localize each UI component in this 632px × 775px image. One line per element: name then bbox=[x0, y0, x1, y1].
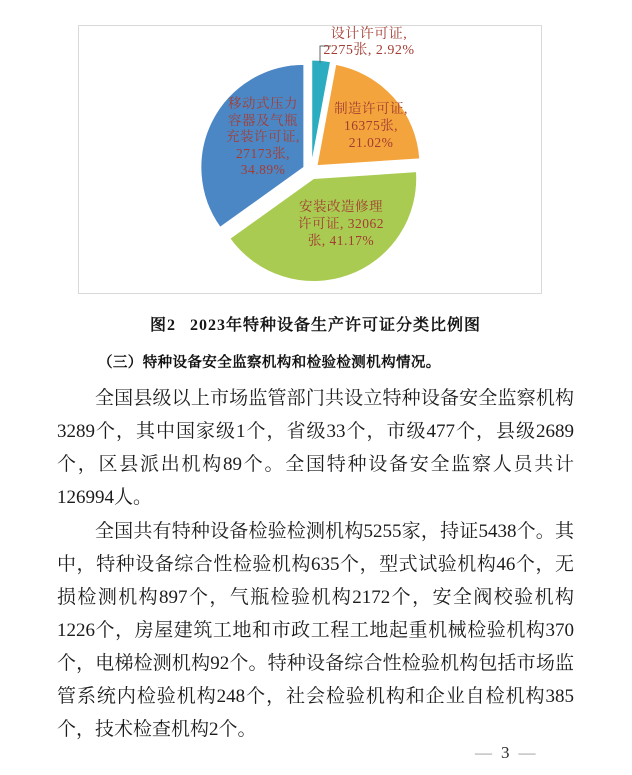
page-number-dash-left: — bbox=[475, 743, 492, 762]
pie-label-line: 制造许可证, bbox=[334, 101, 408, 116]
pie-label-line: 21.02% bbox=[348, 135, 394, 150]
pie-label-design-permit bbox=[279, 27, 459, 59]
pie-label-line: 34.89% bbox=[240, 162, 286, 177]
paragraph-inspection-bodies: 全国共有特种设备检验检测机构5255家，持证5438个。其中，特种设备综合性检验机构635个，型式试验机构46个，无损检测机构897个，气瓶检验机构2172个，安全阀校验机构1226个，房屋建筑工地和市政工程工地起重机械检验机构370个，电梯检测机构92个。特种设备综合性检验机构包括市场监管系统内检验机构248个，社会检验机构和企业自检机构385个，技术检查机构2个。 bbox=[57, 521, 574, 740]
pie-label-line: 容器及气瓶 bbox=[228, 112, 298, 128]
page-number-dash-right: — bbox=[518, 743, 536, 762]
pie-label-line: 张, 41.17% bbox=[307, 233, 375, 248]
page-number-value: 3 bbox=[501, 743, 510, 762]
figure-caption bbox=[57, 312, 574, 335]
paragraph-supervision-bodies: 全国县级以上市场监管部门共设立特种设备安全监察机构3289个，其中国家级1个，省级33个，市级477个，县级2689个，区县派出机构89个。全国特种设备安全监察人员共计126994人。 bbox=[57, 388, 574, 508]
pie-label-line: 16375张, bbox=[343, 118, 399, 133]
pie-label-line: 移动式压力 bbox=[228, 96, 298, 111]
pie-label-line: 充装许可证, bbox=[226, 129, 300, 144]
page-number bbox=[475, 743, 536, 763]
pie-label-mobile-vessel-filling-permit bbox=[173, 96, 353, 179]
pie-chart-figure bbox=[78, 25, 542, 294]
pie-label-line: 2275张, 2.92% bbox=[323, 43, 415, 58]
pie-label-line: 许可证, 32062 bbox=[298, 216, 384, 231]
pie-label-install-repair-permit bbox=[251, 198, 431, 249]
pie-label-line: 设计许可证, bbox=[330, 27, 408, 42]
pie-label-line: 27173张, bbox=[235, 145, 291, 161]
figure-caption-text: 2023年特种设备生产许可证分类比例图 bbox=[190, 317, 482, 334]
figure-caption-number: 图2 bbox=[149, 317, 176, 334]
pie-label-line: 安装改造修理 bbox=[299, 199, 383, 214]
section-heading: （三）特种设备安全监察机构和检验检测机构情况。 bbox=[98, 355, 441, 371]
